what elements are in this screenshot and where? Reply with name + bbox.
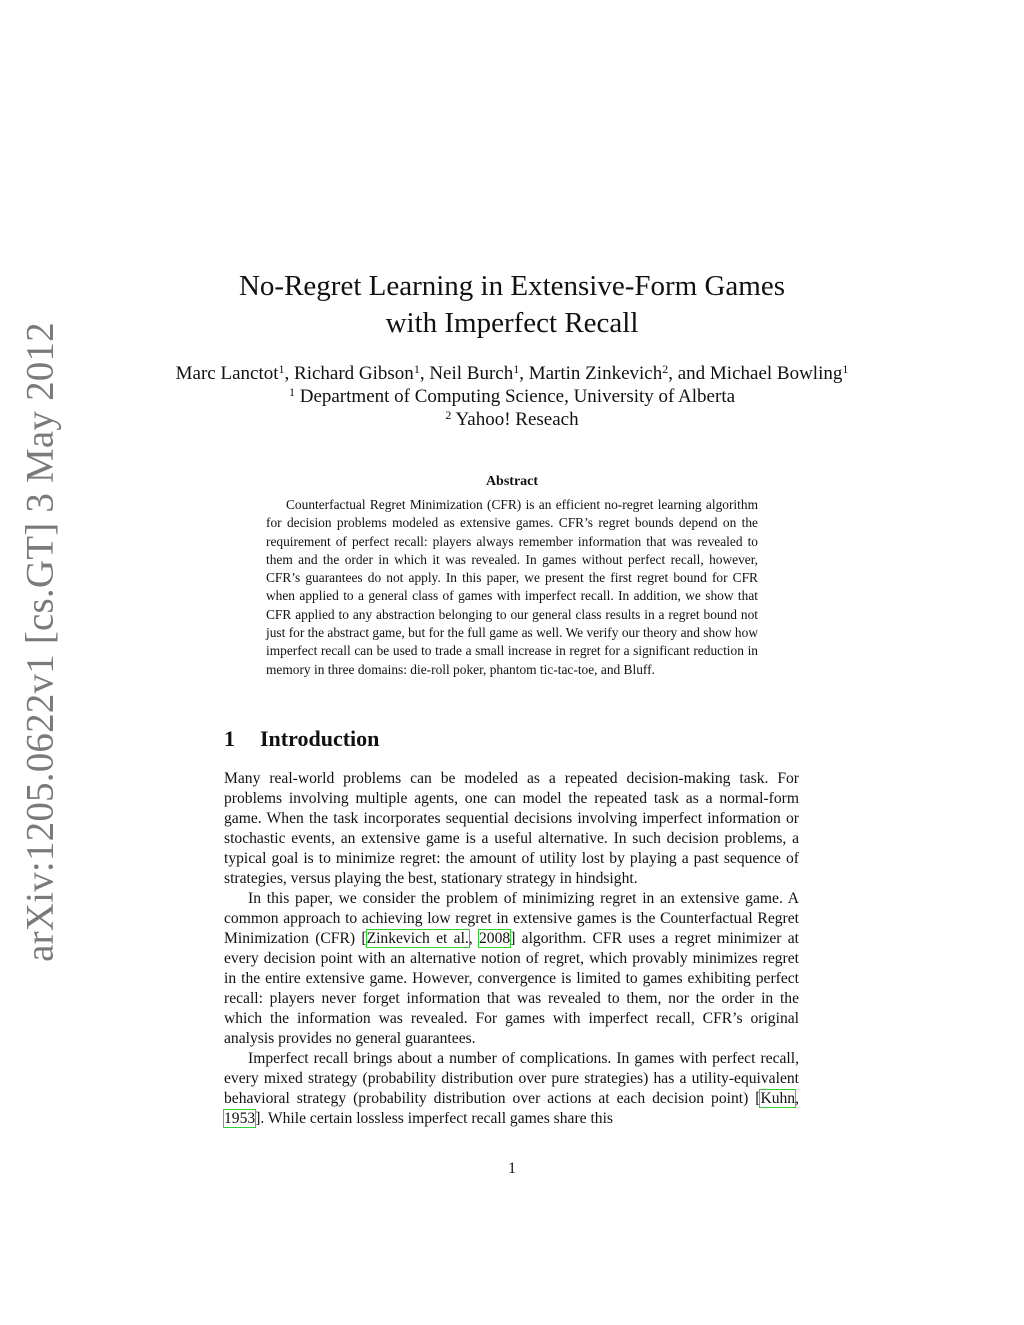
author-separator: ,	[419, 363, 430, 384]
author-list	[0, 362, 1024, 385]
paragraph-text: Imperfect recall brings about a number of complications. In games with perfect recall, every mixed strategy (probability distribution over pure strategies) has a utility-equivalent behavioral strategy (probability distribution over actions at each decision point) [	[224, 1050, 799, 1107]
author-separator: ,	[519, 363, 529, 384]
page-number: 1	[508, 1160, 516, 1177]
citation-separator: ,	[468, 930, 479, 947]
author-separator: , and	[668, 363, 710, 384]
author-affiliation-mark: 1	[513, 362, 520, 376]
author-affiliation-mark: 2	[662, 362, 669, 376]
affiliation-2	[0, 408, 1024, 431]
affiliation-text: Department of Computing Science, University of Alberta	[299, 386, 736, 407]
section-title: Introduction	[260, 726, 380, 751]
author-name: Richard Gibson	[294, 363, 414, 384]
author-name: Marc Lanctot	[175, 363, 279, 384]
affiliation-mark: 2	[445, 408, 452, 422]
citation-year-link[interactable]: 1953	[224, 1110, 256, 1127]
author-separator: ,	[284, 363, 295, 384]
author-affiliation-mark: 1	[278, 362, 285, 376]
affiliation-text: Yahoo! Reseach	[455, 409, 579, 430]
paragraph-text: In this paper, we consider the problem of minimizing regret in an extensive game. A common approach to achieving low regret in extensive games is the Counterfactual Regret Minimization (CFR) [	[224, 890, 799, 947]
author-name: Neil Burch	[429, 363, 514, 384]
abstract-text: Counterfactual Regret Minimization (CFR) is an efficient no-regret learning algorithm for decision problems modeled as extensive games. CFR’s regret bounds depend on the requirement of perfect recall: players always remember information that was revealed to them and the order in which it was revealed. In games without perfect recall, however, CFR’s guarantees do not apply. In this paper, we present the first regret bound for CFR when applied to a general class of games with imperfect recall. In addition, we show that CFR applied to any abstraction belonging to our general class results in a regret bound not just for the abstract game, but for the full game as well. We verify our theory and show how imperfect recall can be used to trade a small increase in regret for a significant reduction in memory in three domains: die-roll poker, phantom tic-tac-toe, and Bluff.	[266, 497, 758, 677]
section-heading	[224, 726, 379, 752]
affiliation-mark: 1	[288, 385, 295, 399]
author-block	[0, 362, 1024, 431]
paragraph	[224, 1049, 799, 1129]
affiliation-1	[0, 385, 1024, 408]
section-number: 1	[224, 726, 235, 751]
citation-year-link[interactable]: 2008	[479, 930, 511, 947]
body-text	[224, 769, 799, 1129]
arxiv-identifier: arXiv:1205.0622v1 [cs.GT] 3 May 2012	[18, 322, 62, 962]
author-affiliation-mark: 1	[413, 362, 420, 376]
citation-link[interactable]: Zinkevich et al.	[366, 930, 469, 947]
author-name: Michael Bowling	[709, 363, 843, 384]
abstract-heading: Abstract	[485, 474, 539, 489]
author-name: Martin Zinkevich	[528, 363, 663, 384]
paragraph	[224, 889, 799, 1049]
title-line-1: No-Regret Learning in Extensive-Form Games	[238, 270, 785, 302]
citation-link[interactable]: Kuhn	[760, 1090, 796, 1107]
title-line-2: with Imperfect Recall	[385, 307, 639, 339]
paragraph-text: ]. While certain lossless imperfect recall games share this	[255, 1110, 613, 1127]
citation-separator: ,	[795, 1090, 799, 1107]
paragraph: Many real-world problems can be modeled as a repeated decision-making task. For problems involving multiple agents, one can model the repeated task as a normal-form game. When the task incorporates sequential decisions involving imperfect information or stochastic events, an extensive game is a useful alternative. In such decision problems, a typical goal is to minimize regret: the amount of utility lost by playing a past sequence of strategies, versus playing the best, stationary strategy in hindsight.	[224, 770, 799, 887]
paragraph-text: ] algorithm. CFR uses a regret minimizer at every decision point with an alternative notion of regret, which provably minimizes regret in the entire extensive game. However, convergence is limited to games exhibiting perfect recall: players never forget information that was revealed to them, nor the order in the which the information was revealed. For games with imperfect recall, CFR’s original analysis provides no general guarantees.	[224, 930, 799, 1047]
author-affiliation-mark: 1	[842, 362, 849, 376]
paper-title	[0, 268, 1024, 342]
